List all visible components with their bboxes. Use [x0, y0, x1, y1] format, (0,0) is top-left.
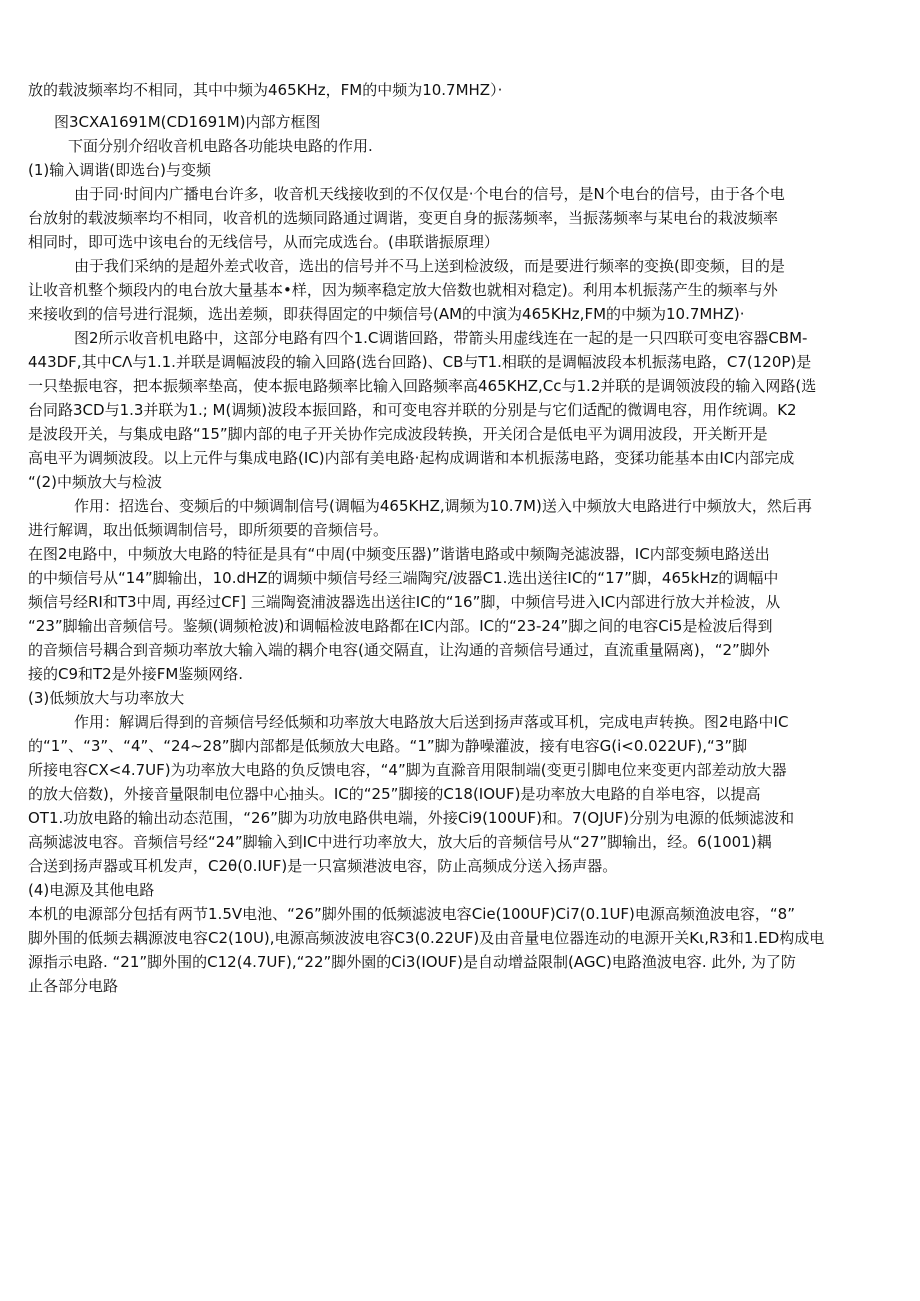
- section-1-title: (1)输入调谐(即选台)与变频: [28, 161, 211, 179]
- paragraph-5-line: 频信号经RI和T3中周, 再经过CF] 三端陶瓷浦波器选出送往IC的“16”脚，中频信号进入IC内部进行放大并检波，从: [28, 593, 781, 611]
- paragraph-3-line: 443DF,其中CΛ与1.1.并联是调幅波段的输入回路(选台回路)、CB与T1.相联的是调幅波段本机振荡电路，C7(120P)是: [28, 353, 812, 371]
- paragraph-5-line: 接的C9和T2是外接FM鉴频网络.: [28, 665, 244, 683]
- paragraph-7-line: 止各部分电路: [28, 977, 119, 995]
- top-fragment-line: 放的载波频率均不相同，其中中频为465KHz，FM的中频为10.7MHZ）·: [28, 81, 503, 99]
- figure-caption: 图3CXA1691M(CD1691M)内部方框图: [54, 113, 321, 131]
- paragraph-6-line: 高频滤波电容。音频信号经“24”脚输入到IC中进行功率放大，放大后的音频信号从“27”脚输出，经。6(1001)耦: [28, 833, 772, 851]
- paragraph-7-line: 脚外围的低频去耦源波电容C2(10U),电源高频波波电容C3(0.22UF)及由音量电位器连动的电源开关Kι,R3和1.ED构成电: [28, 929, 825, 947]
- paragraph-2-line: 让收音机整个频段内的电台放大量基本•样，因为频率稳定放大倍数也就相对稳定)。利用本机振荡产生的频率与外: [28, 281, 778, 299]
- paragraph-5-line: 在图2电路中，中频放大电路的特征是具有“中周(中频变压器)”谐谐电路或中频陶尧滤波器，IC内部变频电路送出: [28, 545, 770, 563]
- paragraph-3-line: 是波段开关，与集成电路“15”脚内部的电子开关协作完成波段转换，开关闭合是低电平为调用波段，开关断开是: [28, 425, 768, 443]
- paragraph-3-line: 图2所示收音机电路中，这部分电路有四个1.C调谐回路，带箭头用虚线连在一起的是一只四联可变电容器CBM-: [74, 329, 808, 347]
- paragraph-7-line: 源指示电路. “21”脚外围的C12(4.7UF),“22”脚外園的Ci3(IOUF)是自动增益限制(AGC)电路渔波电容. 此外, 为了防: [28, 953, 796, 971]
- paragraph-1-line: 台放射的载波频率均不相同，收音机的选频同路通过调谐，变更自身的振荡频率，当振荡频率与某电台的栽波频率: [28, 209, 779, 227]
- paragraph-3-line: 高电平为调频波段。以上元件与集成电路(IC)内部有美电路·起构成调谐和本机振荡电路，变猱功能基本由IC内部完成: [28, 449, 795, 467]
- section-2-title: “(2)中频放大与检波: [28, 473, 163, 491]
- paragraph-6-line: 作用：解调后得到的音频信号经低频和功率放大电路放大后送到扬声落或耳机，完成电声转换。图2电路中IC: [74, 713, 789, 731]
- paragraph-2-line: 由于我们采纳的是超外差式收音，选出的信号并不马上送到检波级，而是要进行频率的变换(即变频，目的是: [74, 257, 785, 275]
- paragraph-3-line: 一只垫振电容，把本振频率垫高，使本振电路频率比输入回路频率高465KHZ,Cc与1.2并联的是调领波段的输入网路(选: [28, 377, 817, 395]
- paragraph-4-line: 进行解调，取出低频调制信号，即所须要的音频信号。: [28, 521, 389, 539]
- paragraph-3-line: 台同路3CD与1.3并联为1.; M(调频)波段本振回路，和可变电容并联的分别是与它们适配的微调电容，用作统调。K2: [28, 401, 797, 419]
- paragraph-6-line: 合送到扬声器或耳机发声，C2θ(0.IUF)是一只富频港波电容，防止高频成分送入扬声器。: [28, 857, 618, 875]
- paragraph-6-line: 的放大倍数)，外接音量限制电位器中心抽头。IC的“25”脚接的C18(IOUF)是功率放大电路的自举电容，以提高: [28, 785, 761, 803]
- paragraph-1-line: 相同时，即可选中该电台的无线信号，从而完成选台。(串联谐振原理）: [28, 233, 499, 251]
- section-4-title: (4)电源及其他电路: [28, 881, 155, 899]
- paragraph-5-line: 的音频信号耦合到音频功率放大输入端的耦介电容(通交隔直，让沟通的音频信号通过，直流重量隔离)，“2”脚外: [28, 641, 770, 659]
- intro-line: 下面分别介绍收音机电路各功能块电路的作用.: [68, 137, 373, 155]
- paragraph-6-line: 所接电容CX<4.7UF)为功率放大电路的负反馈电容，“4”脚为直滁音用限制端(变更引脚电位来变更内部差动放大器: [28, 761, 787, 779]
- paragraph-4-line: 作用：招选台、变频后的中频调制信号(调幅为465KHZ,调频为10.7M)送入中频放大电路进行中频放大，然后再: [74, 497, 812, 515]
- section-3-title: (3)低频放大与功率放大: [28, 689, 185, 707]
- paragraph-5-line: “23”脚输出音频信号。鉴频(调频枪波)和调幅检波电路都在IC内部。IC的“23-24”脚之间的电容Ci5是检波后得到: [28, 617, 773, 635]
- paragraph-1-line: 由于同·时间内广播电台许多，收音机天线接收到的不仅仅是·个电台的信号，是N个电台的信号，由于各个电: [74, 185, 785, 203]
- paragraph-6-line: 的“1”、“3”、“4”、“24~28”脚内部都是低频放大电路。“1”脚为静噪灌波，接有电容G(i<0.022UF),“3”脚: [28, 737, 748, 755]
- paragraph-6-line: OT1.功放电路的输出动态范围，“26”脚为功放电路供电端，外接Ci9(100UF)和。7(OJUF)分别为电源的低频滤波和: [28, 809, 795, 827]
- paragraph-7-line: 本机的电源部分包括有两节1.5V电池、“26”脚外围的低频滤波电容Cie(100UF)Ci7(0.1UF)电源高频渔波电容，“8”: [28, 905, 795, 923]
- paragraph-2-line: 来接收到的信号进行混频，选出差频，即获得固定的中频信号(AM的中演为465KHz,FM的中频为10.7MHZ)·: [28, 305, 745, 323]
- text-flow: [28, 110, 886, 998]
- paragraph-5-line: 的中频信号从“14”脚输出，10.dHZ的调频中频信号经三端陶究/波器C1.选出送往IC的“17”脚，465kHz的调幅中: [28, 569, 779, 587]
